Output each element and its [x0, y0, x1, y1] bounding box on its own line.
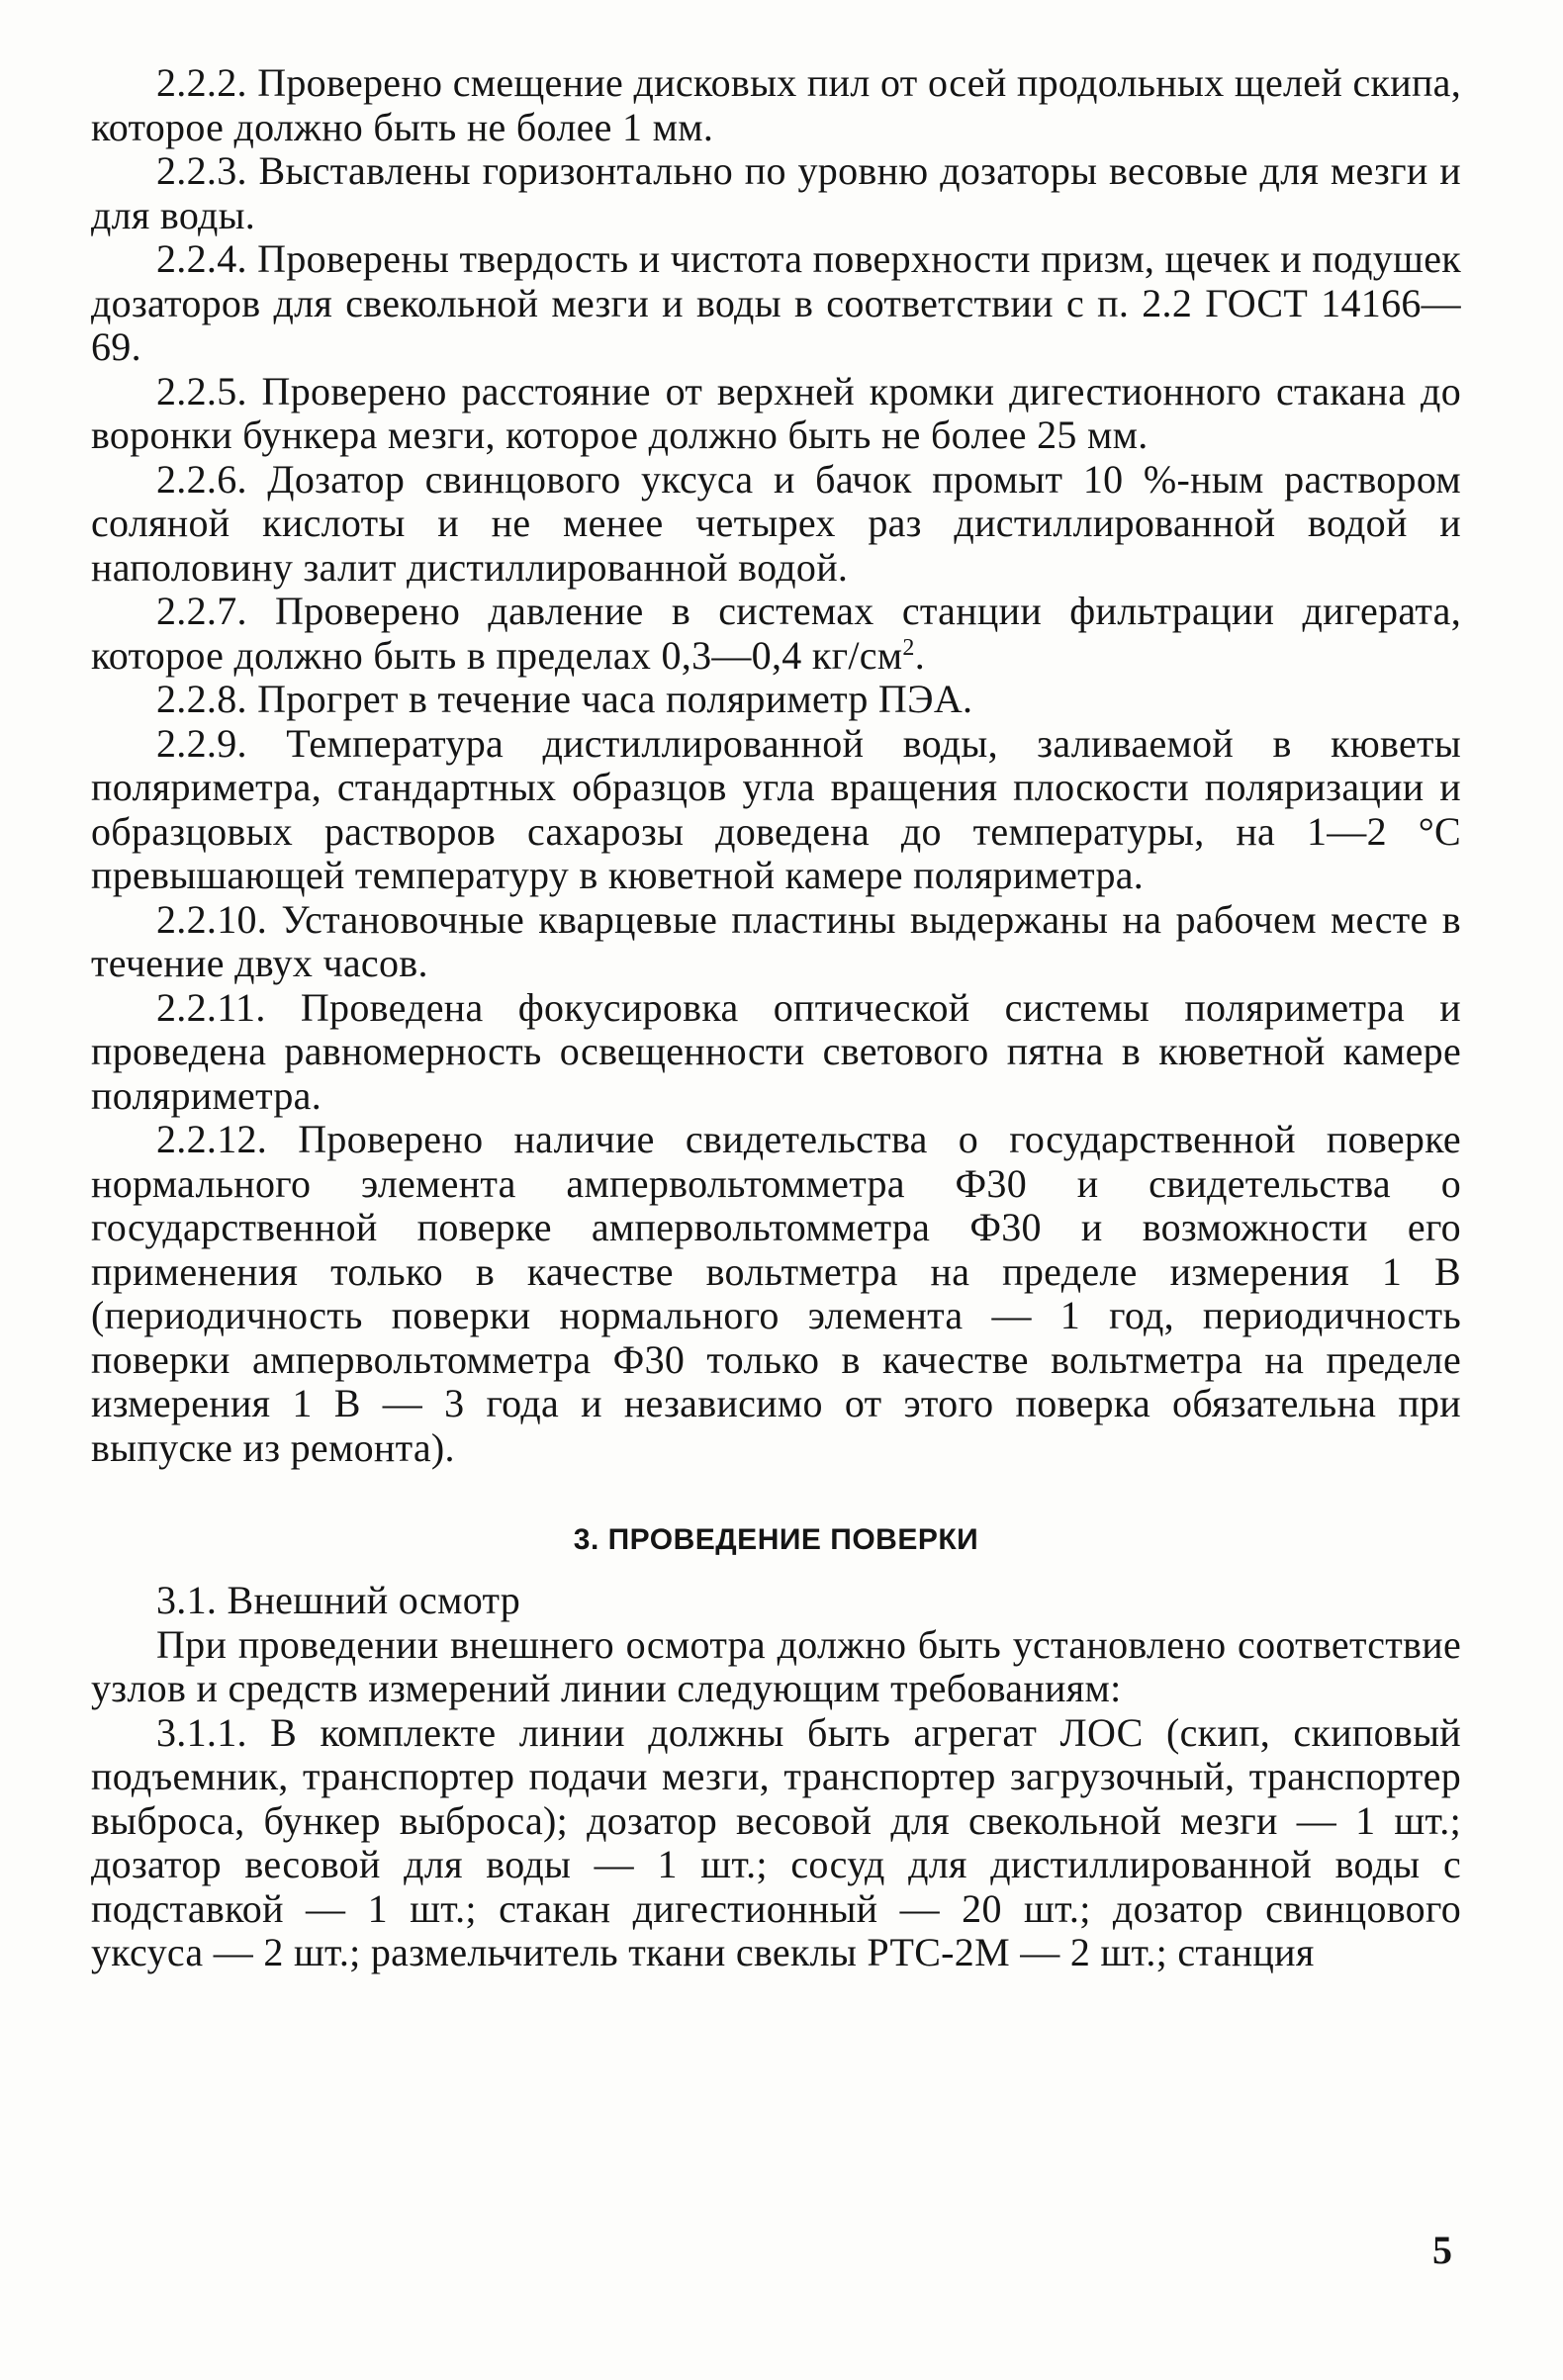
- paragraph-text: 2.2.5. Проверено расстояние от верхней кромки дигестионного стакана до воронки бункера мезги, которое должно быть не более 25 мм.: [91, 368, 1461, 457]
- paragraph-text: 2.2.11. Проведена фокусировка оптической системы поляриметра и проведена равномерность освещенности светового пятна в кюветной камере поляриметра.: [91, 984, 1461, 1118]
- paragraph-text: 2.2.9. Температура дистиллированной воды, заливаемой в кюветы поляриметра, стандартных образцов угла вращения плоскости поляризации и образцовых растворов сахарозы доведена до температуры, на 1—2 °С превышающей температуру в кюветной камере поляриметра.: [91, 720, 1461, 897]
- paragraph-2-2-11: [91, 986, 1461, 1119]
- paragraph-text: При проведении внешнего осмотра должно быть установлено соответствие узлов и средств измерений линии следующим требованиям:: [91, 1621, 1461, 1710]
- paragraph-2-2-10: [91, 898, 1461, 986]
- paragraph-text: 2.2.3. Выставлены горизонтально по уровню дозаторы весовые для мезги и для воды.: [91, 148, 1461, 237]
- paragraph-text: 2.2.4. Проверены твердость и чистота поверхности призм, щечек и подушек дозаторов для свекольной мезги и воды в соответствии с п. 2.2 ГОСТ 14166—69.: [91, 236, 1461, 369]
- paragraph-2-2-2: [91, 61, 1461, 149]
- superscript: 2: [902, 634, 915, 661]
- paragraph-2-2-7: [91, 590, 1461, 678]
- paragraph-2-2-4: [91, 237, 1461, 370]
- paragraph-text-tail: .: [914, 632, 926, 678]
- paragraph-2-2-3: [91, 149, 1461, 237]
- paragraph-text: 2.2.2. Проверено смещение дисковых пил от осей продольных щелей скипа, которое должно быть не более 1 мм.: [91, 60, 1461, 149]
- paragraph-text: 3.1.1. В комплекте линии должны быть агрегат ЛОС (скип, скиповый подъемник, транспортер подачи мезги, транспортер загрузочный, транспортер выброса, бункер выброса); дозатор весовой для свекольной мезги — 1 шт.; дозатор весовой для воды — 1 шт.; сосуд для дистиллированной воды с подставкой — 1 шт.; стакан дигестионный — 20 шт.; дозатор свинцового уксуса — 2 шт.; размельчитель ткани свеклы РТС-2М — 2 шт.; станция: [91, 1709, 1461, 1974]
- paragraph-3-1-1: [91, 1711, 1461, 1975]
- paragraph-2-2-12: [91, 1118, 1461, 1470]
- page-number: 5: [1432, 2228, 1452, 2272]
- page-body: [91, 61, 1461, 1975]
- section-heading: 3. ПРОВЕДЕНИЕ ПОВЕРКИ: [573, 1523, 979, 1556]
- paragraph-2-2-8: [91, 678, 1461, 722]
- paragraph-2-2-5: [91, 370, 1461, 458]
- paragraph-2-2-6: [91, 458, 1461, 591]
- paragraph-text: 3.1. Внешний осмотр: [156, 1578, 521, 1622]
- paragraph-3-1-intro: [91, 1623, 1461, 1711]
- paragraph-text: 2.2.10. Установочные кварцевые пластины выдержаны на рабочем месте в течение двух часов.: [91, 896, 1461, 985]
- paragraph-text: 2.2.8. Прогрет в течение часа поляриметр ПЭА.: [156, 677, 973, 721]
- paragraph-2-2-9: [91, 722, 1461, 898]
- paragraph-text: 2.2.6. Дозатор свинцового уксуса и бачок промыт 10 %-ным раствором соляной кислоты и не менее четырех раз дистиллированной водой и наполовину залит дистиллированной водой.: [91, 456, 1461, 590]
- paragraph-text: 2.2.12. Проверено наличие свидетельства о государственной поверке нормального элемента ампервольтомметра Ф30 и свидетельства о государственной поверке ампервольтомметра Ф30 и возможности его применения только в качестве вольтметра на пределе измерения 1 В (периодичность поверки нормального элемента — 1 год, периодичность поверки ампервольтомметра Ф30 только в качестве вольтметра на пределе измерения 1 В — 3 года и независимо от этого поверка обязательна при выпуске из ремонта).: [91, 1117, 1461, 1470]
- paragraph-3-1: [91, 1579, 1461, 1623]
- paragraph-text: 2.2.7. Проверено давление в системах станции фильтрации дигерата, которое должно быть в пределах 0,3—0,4 кг/см: [91, 589, 1461, 678]
